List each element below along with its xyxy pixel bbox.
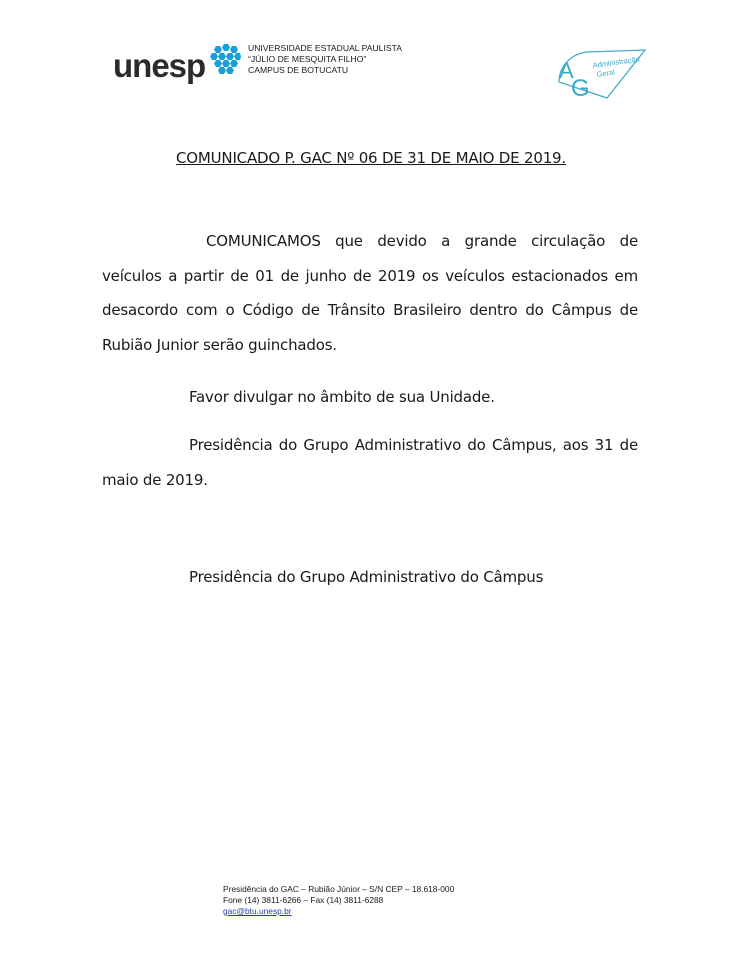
ag-letter-g: G — [571, 75, 590, 102]
footer — [223, 884, 454, 917]
document-title: COMUNICADO P. GAC Nº 06 DE 31 DE MAIO DE 2019. — [176, 149, 566, 167]
footer-address: Presidência do GAC – Rubião Júnior – S/N CEP – 18.618-000 — [223, 884, 455, 894]
unesp-logo — [113, 44, 243, 90]
paragraph-divulgar: Favor divulgar no âmbito de sua Unidade. — [189, 388, 495, 406]
letterhead — [0, 0, 742, 120]
footer-email-link[interactable]: gac@btu.unesp.br — [223, 906, 292, 916]
ag-logo-line1: Administração — [592, 54, 641, 70]
signature: Presidência do Grupo Administrativo do Câmpus — [189, 568, 544, 586]
university-honoree: “JÚLIO DE MESQUITA FILHO” — [248, 54, 367, 64]
university-info — [248, 43, 402, 76]
unesp-hexagon-icon — [207, 44, 241, 76]
paragraph-date: Presidência do Grupo Administrativo do Câmpus, aos 31 de maio de 2019. — [102, 436, 638, 489]
footer-phone: Fone (14) 3811-6266 – Fax (14) 3811-6288 — [223, 895, 384, 905]
ag-letter-a: A — [559, 58, 574, 83]
paragraph-announcement: COMUNICAMOS que devido a grande circulação de veículos a partir de 01 de junho de 2019 os veículos estacionados em desacordo com o Código de Trânsito Brasileiro dentro do Câmpus de Rubião Junior serão guinchados. — [102, 232, 638, 354]
ag-logo-line2: Geral — [596, 67, 616, 79]
administracao-geral-logo — [553, 48, 649, 104]
unesp-logo-text: unesp — [113, 47, 206, 84]
university-name: UNIVERSIDADE ESTADUAL PAULISTA — [248, 43, 402, 53]
campus-name: CAMPUS DE BOTUCATU — [248, 65, 349, 75]
